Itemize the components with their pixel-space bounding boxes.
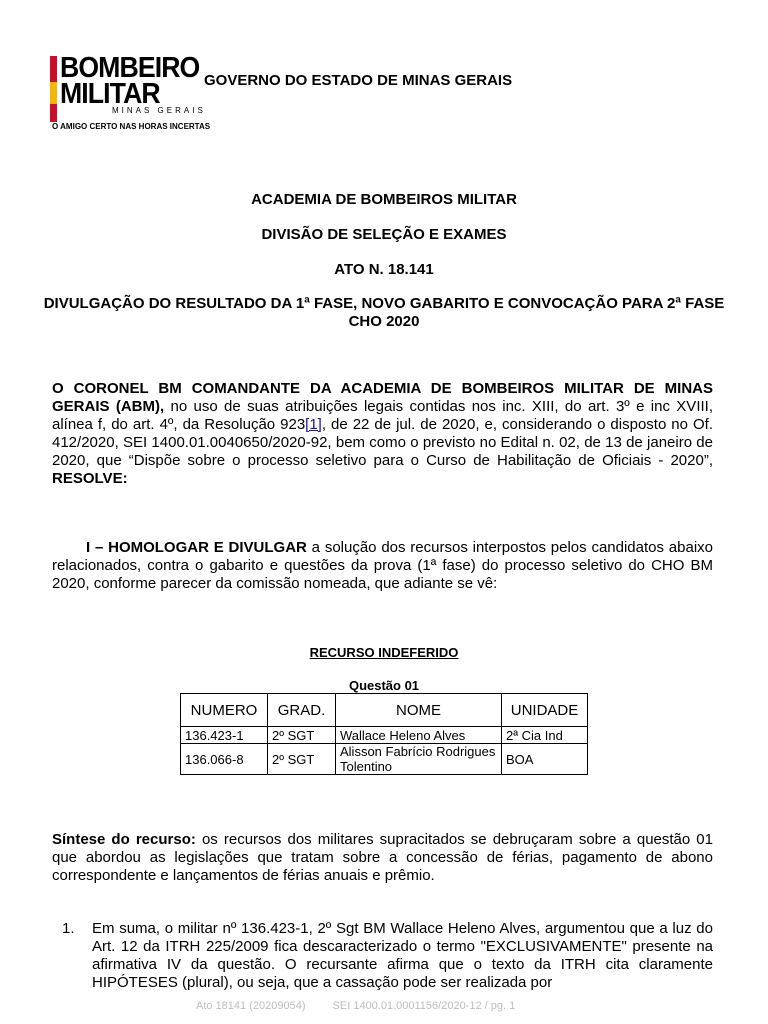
- preamble-text-a: no uso de suas atribuições legais contidas nos inc. XIII, do art. 3º e inc XVIII, alínea f, do art. 4º, da Resolução 923: [52, 398, 713, 433]
- table-header-row: [181, 694, 588, 727]
- cell-numero: 136.066-8: [181, 744, 268, 775]
- table-row: [181, 727, 588, 744]
- cell-grad: 2º SGT: [268, 744, 336, 775]
- header-grad: GRAD.: [268, 694, 336, 727]
- logo-line-3: MINAS GERAIS: [112, 106, 206, 115]
- cell-numero: 136.423-1: [181, 727, 268, 744]
- logo-line-2: MILITAR: [60, 78, 160, 110]
- cell-nome: Wallace Heleno Alves: [336, 727, 502, 744]
- preamble-text-b: , de 22 de jul. de 2020, e, considerando o disposto no Of. 412/2020, SEI 1400.01.0040650/2020-92, bem como o previsto no Edital n. 02, de 13 de janeiro de 2020, que “Dispõe sobre o processo seletivo para o Curso de Habilitação de Oficiais - 2020”,: [52, 416, 713, 469]
- result-title: RECURSO INDEFERIDO: [309, 645, 459, 660]
- list-item-number: 1.: [62, 920, 75, 937]
- logo-line-1: BOMBEIRO: [60, 52, 200, 84]
- cell-nome: Alisson Fabrício Rodrigues Tolentino: [336, 744, 502, 775]
- government-heading: GOVERNO DO ESTADO DE MINAS GERAIS: [204, 72, 513, 89]
- question-title: Questão 01: [348, 678, 420, 693]
- synthesis-paragraph: [52, 831, 713, 885]
- bombeiro-militar-logo: [50, 52, 211, 133]
- resolve-label: RESOLVE:: [52, 470, 128, 487]
- cell-unidade: BOA: [502, 744, 588, 775]
- header-numero: NUMERO: [181, 694, 268, 727]
- act-subject: DIVULGAÇÃO DO RESULTADO DA 1ª FASE, NOVO GABARITO E CONVOCAÇÃO PARA 2ª FASE CHO 2020: [43, 295, 725, 330]
- logo-stripe-red-top: [50, 56, 57, 82]
- logo-tagline: O AMIGO CERTO NAS HORAS INCERTAS: [52, 122, 211, 131]
- footnote-link[interactable]: [1]: [305, 416, 322, 433]
- header-unidade: UNIDADE: [502, 694, 588, 727]
- cell-unidade: 2ª Cia Ind: [502, 727, 588, 744]
- footer-act-ref: Ato 18141 (20209054): [196, 1000, 306, 1012]
- logo-stripe-red-bottom: [50, 104, 57, 122]
- section-i-bold-lead: I – HOMOLOGAR E DIVULGAR: [86, 539, 307, 556]
- synthesis-text: os recursos dos militares supracitados se debruçaram sobre a questão 01 que abordou as legislações que tratam sobre a concessão de férias, pagamento de abono correspondente e lançamentos de férias anuais e prêmio.: [52, 831, 713, 884]
- preamble-bold-lead: O CORONEL BM COMANDANTE DA ACADEMIA DE BOMBEIROS MILITAR DE MINAS GERAIS (ABM),: [52, 380, 713, 415]
- candidates-table: [180, 693, 588, 775]
- academy-title: ACADEMIA DE BOMBEIROS MILITAR: [251, 191, 517, 208]
- section-i-paragraph: [52, 539, 713, 593]
- table-row: [181, 744, 588, 775]
- section-i-text: a solução dos recursos interpostos pelos candidatos abaixo relacionados, contra o gabarito e questões da prova (1ª fase) do processo seletivo do CHO BM 2020, conforme parecer da comissão nomeada, que adiante se vê:: [52, 539, 714, 592]
- list-item-text: Em suma, o militar nº 136.423-1, 2º Sgt BM Wallace Heleno Alves, argumentou que a luz do Art. 12 da ITRH 225/2009 fica descaracterizado o termo "EXCLUSIVAMENTE" presente na afirmativa IV da questão. O recursante afirma que o texto da ITRH cita claramente HIPÓTESES (plural), ou seja, que a cassação pode ser realizada por: [92, 920, 713, 991]
- act-number: ATO N. 18.141: [334, 261, 434, 278]
- synthesis-bold-lead: Síntese do recurso:: [52, 831, 196, 848]
- preamble-paragraph: [52, 380, 713, 488]
- footer-sei-ref: SEI 1400.01.0001156/2020-12 / pg. 1: [332, 1000, 516, 1012]
- page-footer: [196, 1000, 515, 1012]
- cell-grad: 2º SGT: [268, 727, 336, 744]
- logo-stripe-yellow: [50, 82, 57, 104]
- header-nome: NOME: [336, 694, 502, 727]
- division-title: DIVISÃO DE SELEÇÃO E EXAMES: [261, 226, 507, 243]
